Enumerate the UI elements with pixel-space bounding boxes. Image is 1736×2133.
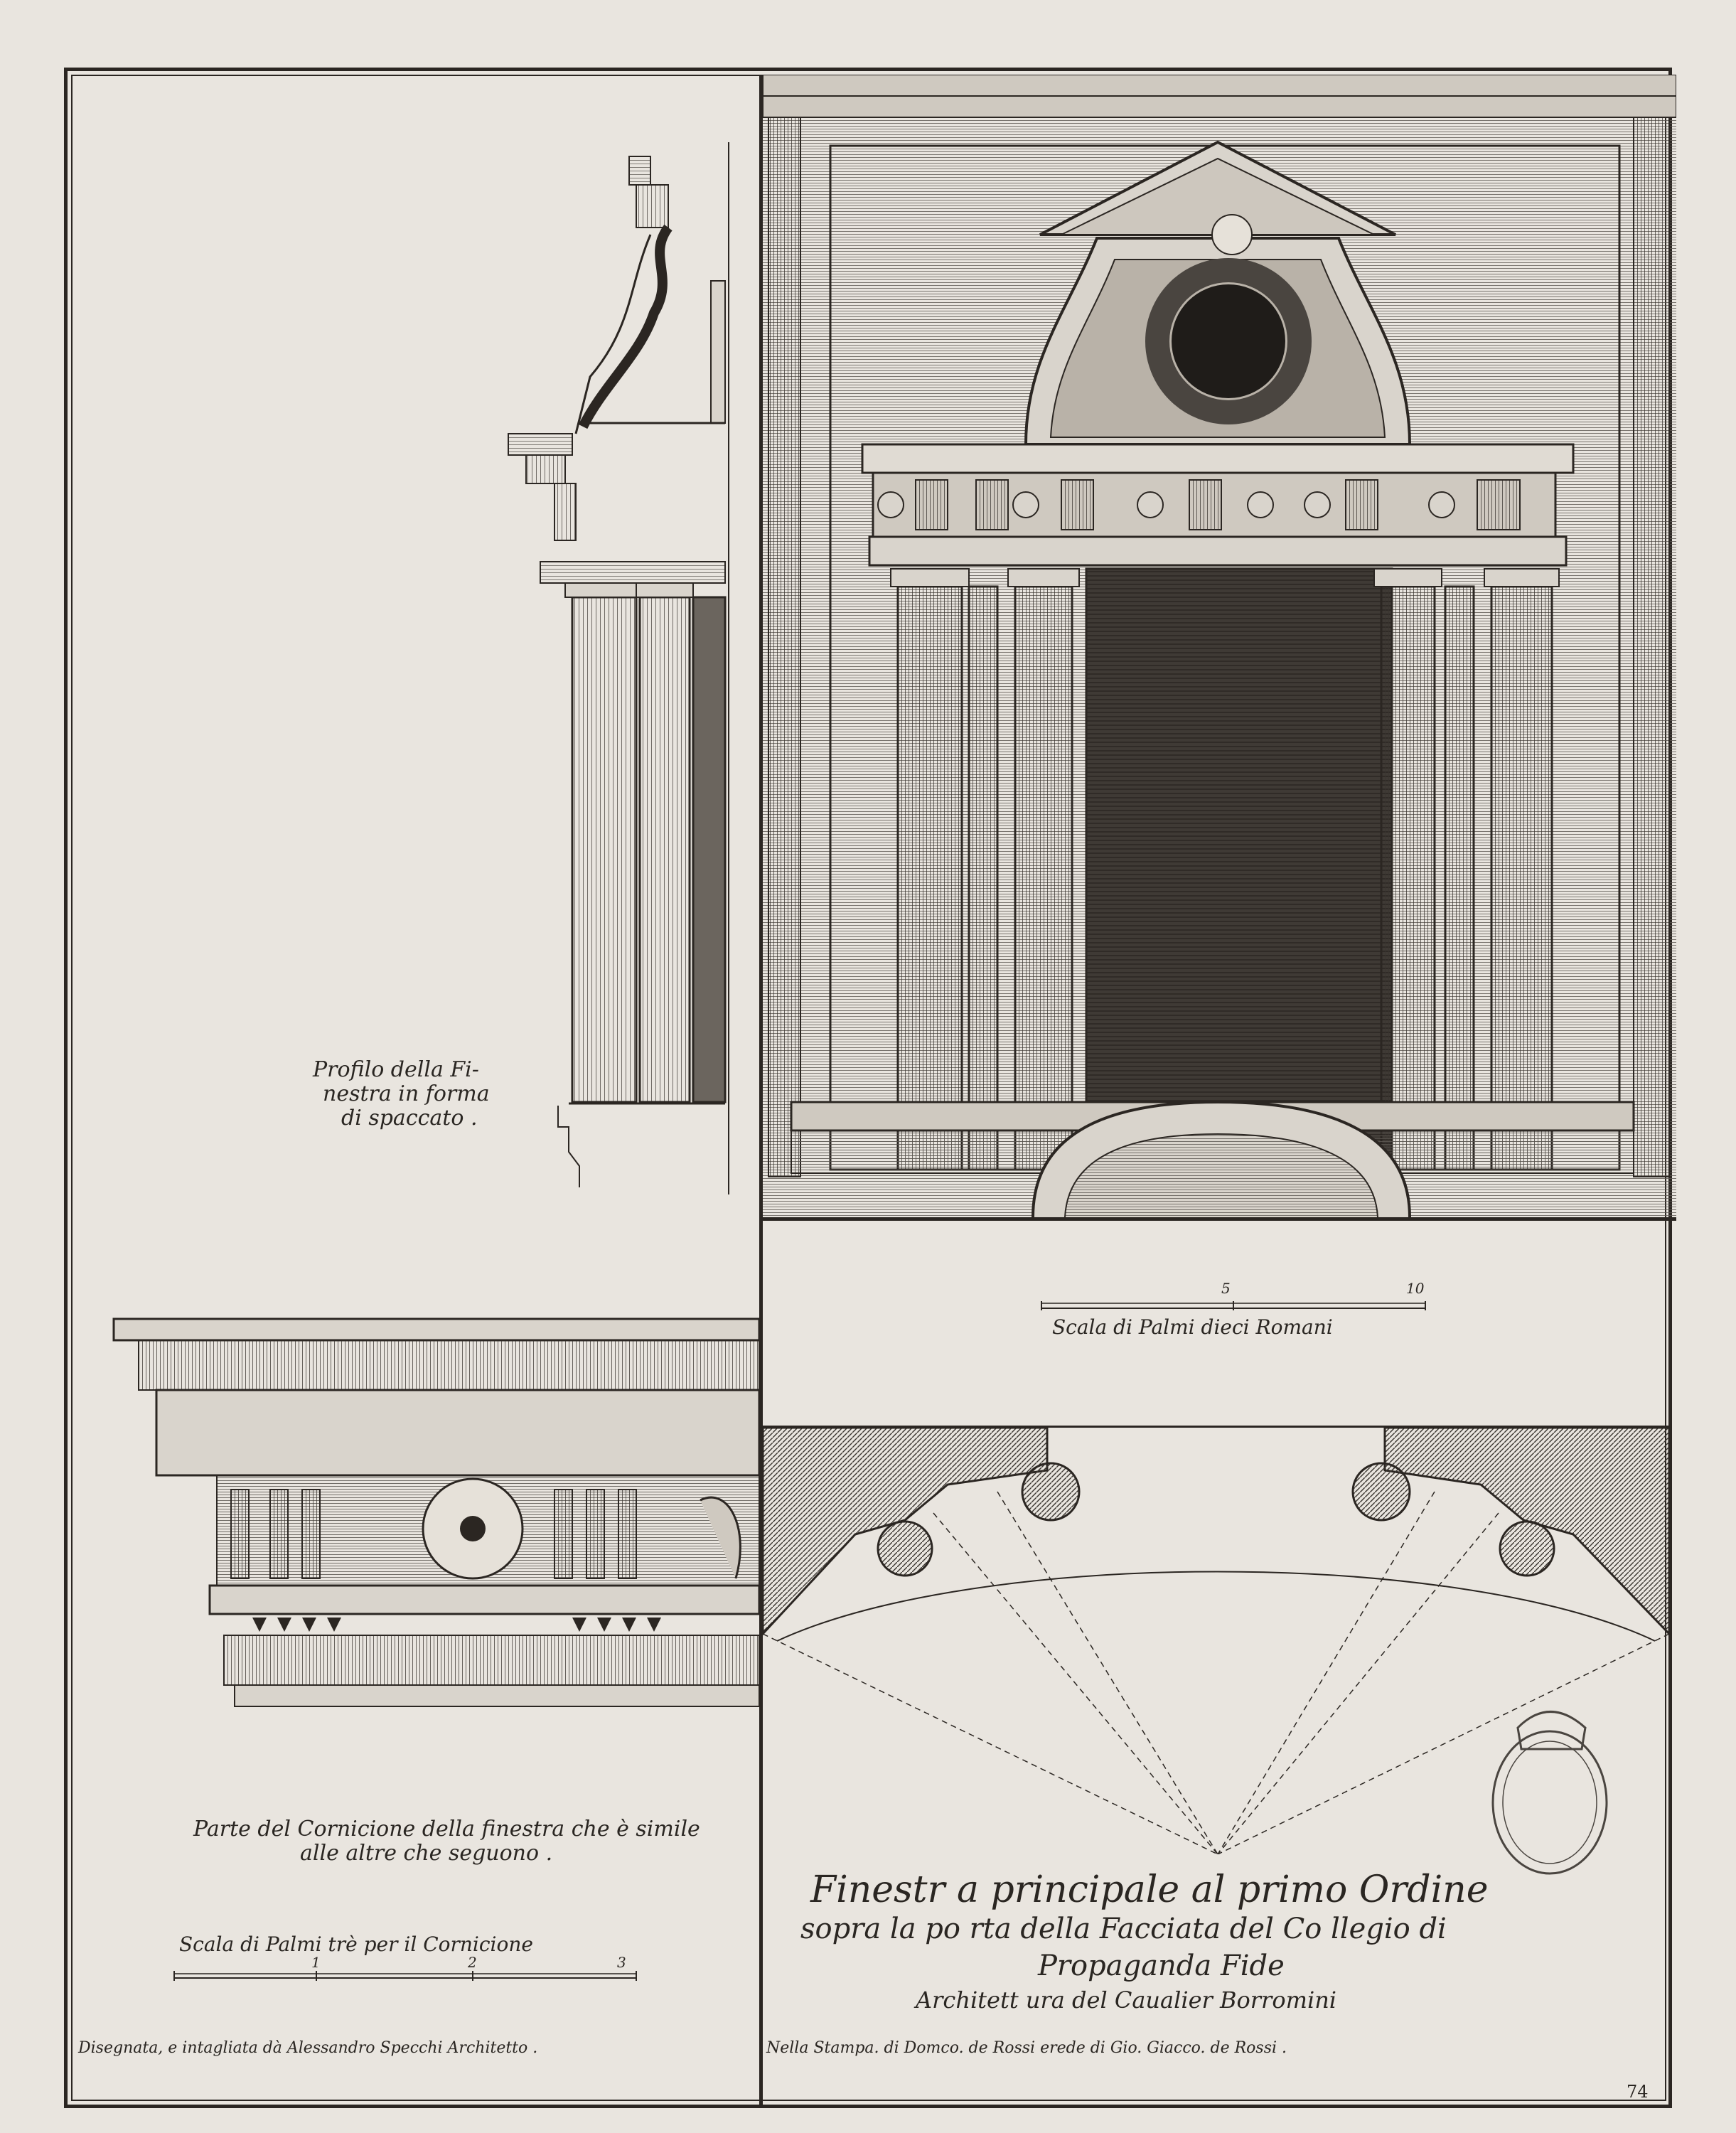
title-line-1: Finestr a principale al primo Ordine	[810, 1869, 1489, 1911]
credit-publisher: Nella Stampa. di Domco. de Rossi erede di Gio. Giacco. de Rossi .	[766, 2039, 1287, 2057]
cornice-caption-line-2: alle altre che seguono .	[300, 1841, 553, 1866]
credit-engraver: Disegnata, e intagliata dà Alessandro Specchi Architetto .	[78, 2039, 538, 2057]
title-line-4: Architett ura del Caualier Borromini	[916, 1987, 1337, 2014]
cornice-caption-line-1: Parte del Cornicione della finestra che è simile	[193, 1817, 700, 1841]
profile-caption-line-2: nestra in forma	[323, 1081, 490, 1106]
scale-three-tick-2: 2	[468, 1954, 477, 1971]
profile-caption	[313, 1058, 540, 1130]
window-profile-drawing	[498, 142, 739, 1194]
scale-three-bar	[171, 1968, 640, 1982]
profile-caption-line-3: di spaccato .	[341, 1106, 478, 1130]
scale-ten-caption: Scala di Palmi dieci Romani	[1052, 1315, 1333, 1339]
plate-number: 74	[1627, 2082, 1649, 2102]
scale-ten-tick-5: 5	[1221, 1280, 1231, 1297]
title-line-2: sopra la po rta della Facciata del Co llegio di	[800, 1913, 1447, 1945]
vertical-divider	[759, 75, 763, 2105]
window-elevation-drawing	[763, 75, 1676, 1217]
scale-three-tick-3: 3	[617, 1954, 626, 1971]
profile-caption-line-1: Profilo della Fi-	[313, 1057, 479, 1082]
scale-ten-tick-10: 10	[1406, 1280, 1425, 1297]
cornice-caption	[193, 1817, 762, 1866]
collection-stamp	[1482, 1699, 1624, 1884]
elevation-bottom-rule	[763, 1217, 1676, 1221]
cornice-detail-drawing	[110, 1315, 759, 1813]
scale-three-tick-1: 1	[311, 1954, 321, 1971]
title-line-3: Propaganda Fide	[1038, 1950, 1285, 1982]
scale-three-caption: Scala di Palmi trè per il Cornicione	[179, 1932, 533, 1956]
scale-ten-bar	[1038, 1298, 1429, 1312]
